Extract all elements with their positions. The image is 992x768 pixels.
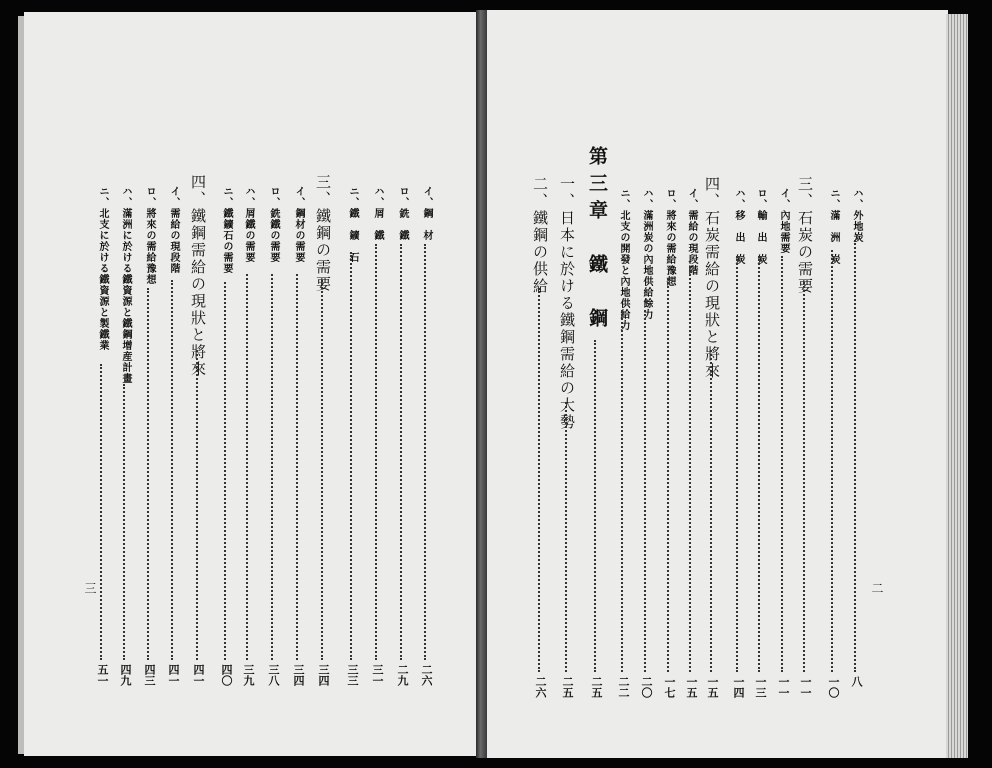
entry-title: イ、內地需要 (778, 188, 789, 254)
book-spine (476, 10, 487, 758)
leader-dots (689, 266, 691, 672)
leader-dots (246, 274, 248, 660)
leader-dots (375, 244, 377, 660)
leader-dots (171, 280, 173, 660)
section-heading: 四、鐵鋼需給の現狀と將來 (189, 174, 207, 378)
leader-dots (621, 310, 623, 672)
entry-title: イ、需給の現段階 (168, 186, 179, 274)
page-number: 一〇 (827, 676, 840, 698)
entry-title: ハ、屑 鐵 (372, 186, 383, 241)
chapter-heading: 第三章 鐵 鋼 (586, 146, 608, 335)
leader-dots (123, 384, 125, 660)
page-number: 一一 (799, 676, 812, 698)
leader-dots (147, 288, 149, 660)
section-heading: 二、鐵鋼の供給 (531, 176, 549, 295)
page-number: 三四 (317, 664, 330, 686)
page-number: 四一 (167, 664, 180, 686)
page-number: 二〇 (640, 676, 653, 698)
leader-dots (400, 244, 402, 660)
page-number: 一五 (685, 676, 698, 698)
page-folio: 二 (870, 582, 884, 594)
leader-dots (321, 280, 323, 660)
page-number: 一四 (732, 676, 745, 698)
page-number: 二九 (396, 664, 409, 686)
entry-title: ロ、銑鐵の需要 (268, 186, 279, 263)
page-stack-edge (946, 14, 968, 758)
leader-dots (296, 274, 298, 660)
page-number: 一五 (706, 676, 719, 698)
page-folio: 三 (83, 582, 97, 594)
entry-title: ロ、銑 鐵 (397, 186, 408, 241)
entry-title: イ、需給の現段階 (686, 188, 697, 276)
entry-title: ニ、北支の開發と內地供給力 (618, 188, 629, 331)
page-number: 四〇 (220, 664, 233, 686)
entry-title: ロ、將來の需給豫想 (664, 188, 675, 287)
page-number: 二五 (590, 676, 603, 698)
leader-dots (644, 310, 646, 672)
leader-dots (803, 282, 805, 672)
leader-dots (758, 256, 760, 672)
page-number: 二二 (617, 676, 630, 698)
leader-dots (565, 402, 567, 672)
toc-page-left (24, 12, 476, 756)
page-number: 二六 (534, 676, 547, 698)
page-number: 四九 (119, 664, 132, 686)
section-heading: 三、石炭の需要 (796, 176, 814, 295)
entry-title: ハ、滿洲に於ける鐵資源と鐵鋼增産計畫 (120, 186, 131, 384)
page-number: 一七 (663, 676, 676, 698)
page-number: 三三 (346, 664, 359, 686)
page-number: 四三 (143, 664, 156, 686)
page-number: 三九 (242, 664, 255, 686)
page-number: 三一 (371, 664, 384, 686)
entry-title: ニ、滿 洲 炭 (828, 188, 839, 265)
entry-title: ハ、滿洲炭の內地供給餘力 (641, 188, 652, 320)
leader-dots (831, 250, 833, 672)
entry-title: イ、鋼 材 (421, 186, 432, 241)
section-heading: 三、鐵鋼の需要 (314, 174, 332, 293)
entry-title: ロ、將來の需給豫想 (144, 186, 155, 285)
page-number: 三四 (292, 664, 305, 686)
entry-title: ニ、鐵鑛石の需要 (221, 186, 232, 274)
page-number: 一一 (777, 676, 790, 698)
entry-title: ロ、輸 出 炭 (755, 188, 766, 265)
page-number: 二六 (420, 664, 433, 686)
toc-page-right (487, 10, 948, 758)
leader-dots (100, 364, 102, 660)
leader-dots (594, 340, 596, 672)
page-number: 三八 (267, 664, 280, 686)
page-number: 一三 (754, 676, 767, 698)
entry-title: ハ、外地炭 (851, 188, 862, 243)
leader-dots (424, 244, 426, 660)
page-number: 五一 (96, 664, 109, 686)
entry-title: ニ、鐵 鑛 石 (347, 186, 358, 263)
leader-dots (736, 256, 738, 672)
entry-title: イ、鋼材の需要 (293, 186, 304, 263)
leader-dots (854, 240, 856, 672)
section-heading: 一、日本に於ける鐵鋼需給の大勢 (558, 176, 576, 431)
page-number: 四一 (192, 664, 205, 686)
entry-title: ニ、北支に於ける鐵資源と製鐵業 (97, 186, 108, 351)
page-number: 八 (850, 676, 863, 687)
leader-dots (538, 288, 540, 672)
leader-dots (781, 256, 783, 672)
leader-dots (350, 252, 352, 660)
leader-dots (196, 350, 198, 660)
page-number: 二五 (561, 676, 574, 698)
section-heading: 四、石炭需給の現狀と將來 (703, 176, 721, 380)
leader-dots (271, 274, 273, 660)
entry-title: ハ、屑鐵の需要 (243, 186, 254, 263)
leader-dots (667, 278, 669, 672)
entry-title: ハ、移 出 炭 (733, 188, 744, 265)
leader-dots (710, 350, 712, 672)
leader-dots (224, 282, 226, 660)
